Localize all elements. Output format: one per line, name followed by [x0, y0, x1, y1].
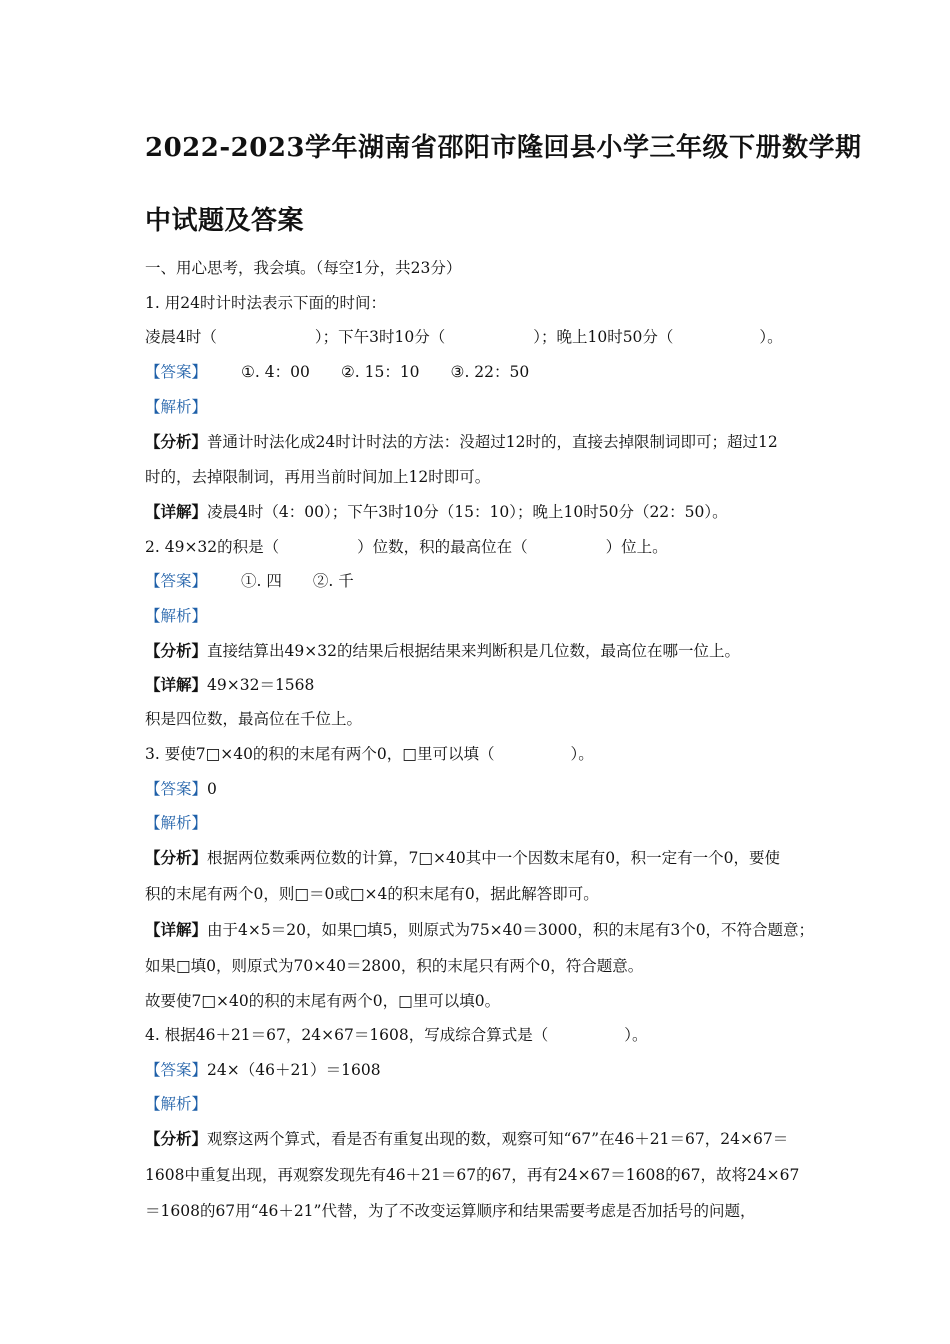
- xiangjie-label: 【详解】: [145, 675, 208, 694]
- q2-xiangjie: 49×32＝1568: [207, 676, 315, 694]
- xiangjie-label: 【详解】: [145, 920, 208, 939]
- q3-fenxi-1: 根据两位数乘两位数的计算，7□×40其中一个因数末尾有0，积一定有一个0，要使: [207, 849, 780, 867]
- q1-fenxi-1: 普通计时法化成24时计时法的方法：没超过12时的，直接去掉限制词即可；超过12: [207, 433, 778, 451]
- document-title-line-1: 2022-2023学年湖南省邵阳市隆回县小学三年级下册数学期: [145, 133, 862, 163]
- answer-label: 【答案】: [145, 780, 208, 798]
- q3-stem-a: 3. 要使7□×40的积的末尾有两个0，□里可以填（: [145, 745, 495, 763]
- q2-answer: ①. 四 ②. 千: [241, 572, 354, 590]
- q4-fenxi-line-2: 1608中重复出现，再观察发现先有46＋21＝67的67，再有24×67＝1608的67，故将24×67: [145, 1166, 800, 1184]
- q1-fenxi-line-1: [145, 432, 815, 452]
- q2-fenxi-line: [145, 641, 815, 661]
- fenxi-label: 【分析】: [145, 1129, 208, 1148]
- analysis-label: 【解析】: [145, 1095, 208, 1113]
- q3-answer: 0: [207, 780, 217, 798]
- q1-blanks-line: [145, 327, 815, 347]
- q2-conclusion: 积是四位数，最高位在千位上。: [145, 710, 363, 728]
- q3-fenxi-line-2: 积的末尾有两个0，则□＝0或□×4的积末尾有0，据此解答即可。: [145, 885, 599, 903]
- q1-stem: 1. 用24时计时法表示下面的时间：: [145, 294, 386, 312]
- q3-analysis-line: [145, 813, 815, 833]
- q2-fenxi: 直接结算出49×32的结果后根据结果来判断积是几位数，最高位在哪一位上。: [207, 642, 740, 660]
- q1-part-d: ）。: [759, 328, 783, 346]
- q3-stem: [145, 744, 815, 764]
- answer-label: 【答案】: [145, 1061, 208, 1079]
- q2-stem-c: ）位上。: [605, 538, 668, 556]
- q4-answer-line: [145, 1060, 815, 1080]
- q1-part-b: ）；下午3时10分（: [314, 328, 446, 346]
- q3-fenxi-line-1: [145, 848, 815, 868]
- q1-analysis-line: [145, 397, 815, 417]
- q3-xiangjie-line-2: 如果□填0，则原式为70×40＝2800，积的末尾只有两个0，符合题意。: [145, 957, 644, 975]
- q1-part-a: 凌晨4时（: [145, 328, 217, 346]
- fenxi-label: 【分析】: [145, 432, 208, 451]
- document-title-line-2: 中试题及答案: [145, 206, 305, 236]
- q4-fenxi-1: 观察这两个算式，看是否有重复出现的数，观察可知“67”在46＋21＝67，24×67＝: [207, 1130, 789, 1148]
- q2-stem: [145, 537, 815, 557]
- q1-xiangjie: 凌晨4时（4：00）；下午3时10分（15：10）；晚上10时50分（22：50）。: [207, 503, 728, 521]
- fenxi-label: 【分析】: [145, 848, 208, 867]
- answer-label: 【答案】: [145, 363, 208, 381]
- q4-stem-b: ）。: [624, 1026, 648, 1044]
- analysis-label: 【解析】: [145, 398, 208, 416]
- fenxi-label: 【分析】: [145, 641, 208, 660]
- q2-analysis-line: [145, 606, 815, 626]
- analysis-label: 【解析】: [145, 814, 208, 832]
- q4-fenxi-line-3: ＝1608的67用“46＋21”代替，为了不改变运算顺序和结果需要考虑是否加括号的问题，: [145, 1202, 756, 1220]
- q1-xiangjie-line: [145, 502, 815, 522]
- q4-stem-a: 4. 根据46＋21＝67，24×67＝1608，写成综合算式是（: [145, 1026, 549, 1044]
- q3-xiangjie-line-1: [145, 920, 815, 940]
- xiangjie-label: 【详解】: [145, 502, 208, 521]
- q1-answer-line: [145, 362, 815, 382]
- q4-fenxi-line-1: [145, 1129, 815, 1149]
- q4-stem: [145, 1025, 815, 1045]
- answer-label: 【答案】: [145, 572, 208, 590]
- q2-xiangjie-line: [145, 675, 815, 695]
- q2-stem-b: ）位数，积的最高位在（: [357, 538, 528, 556]
- q3-xiangjie-1: 由于4×5＝20，如果□填5，则原式为75×40＝3000，积的末尾有3个0，不符合题意；: [207, 921, 815, 939]
- q3-conclusion: 故要使7□×40的积的末尾有两个0，□里可以填0。: [145, 992, 501, 1010]
- q2-stem-a: 2. 49×32的积是（: [145, 538, 280, 556]
- q2-answer-line: [145, 571, 815, 591]
- q1-answer: ①. 4：00 ②. 15：10 ③. 22：50: [241, 363, 530, 381]
- q4-analysis-line: [145, 1094, 815, 1114]
- q1-fenxi-line-2: 时的，去掉限制词，再用当前时间加上12时即可。: [145, 468, 491, 486]
- q3-answer-line: [145, 779, 815, 799]
- analysis-label: 【解析】: [145, 607, 208, 625]
- q3-stem-b: ）。: [570, 745, 594, 763]
- section-heading: 一、用心思考，我会填。（每空1分，共23分）: [145, 259, 462, 277]
- q4-answer: 24×（46＋21）＝1608: [207, 1061, 381, 1079]
- q1-part-c: ）；晚上10时50分（: [533, 328, 674, 346]
